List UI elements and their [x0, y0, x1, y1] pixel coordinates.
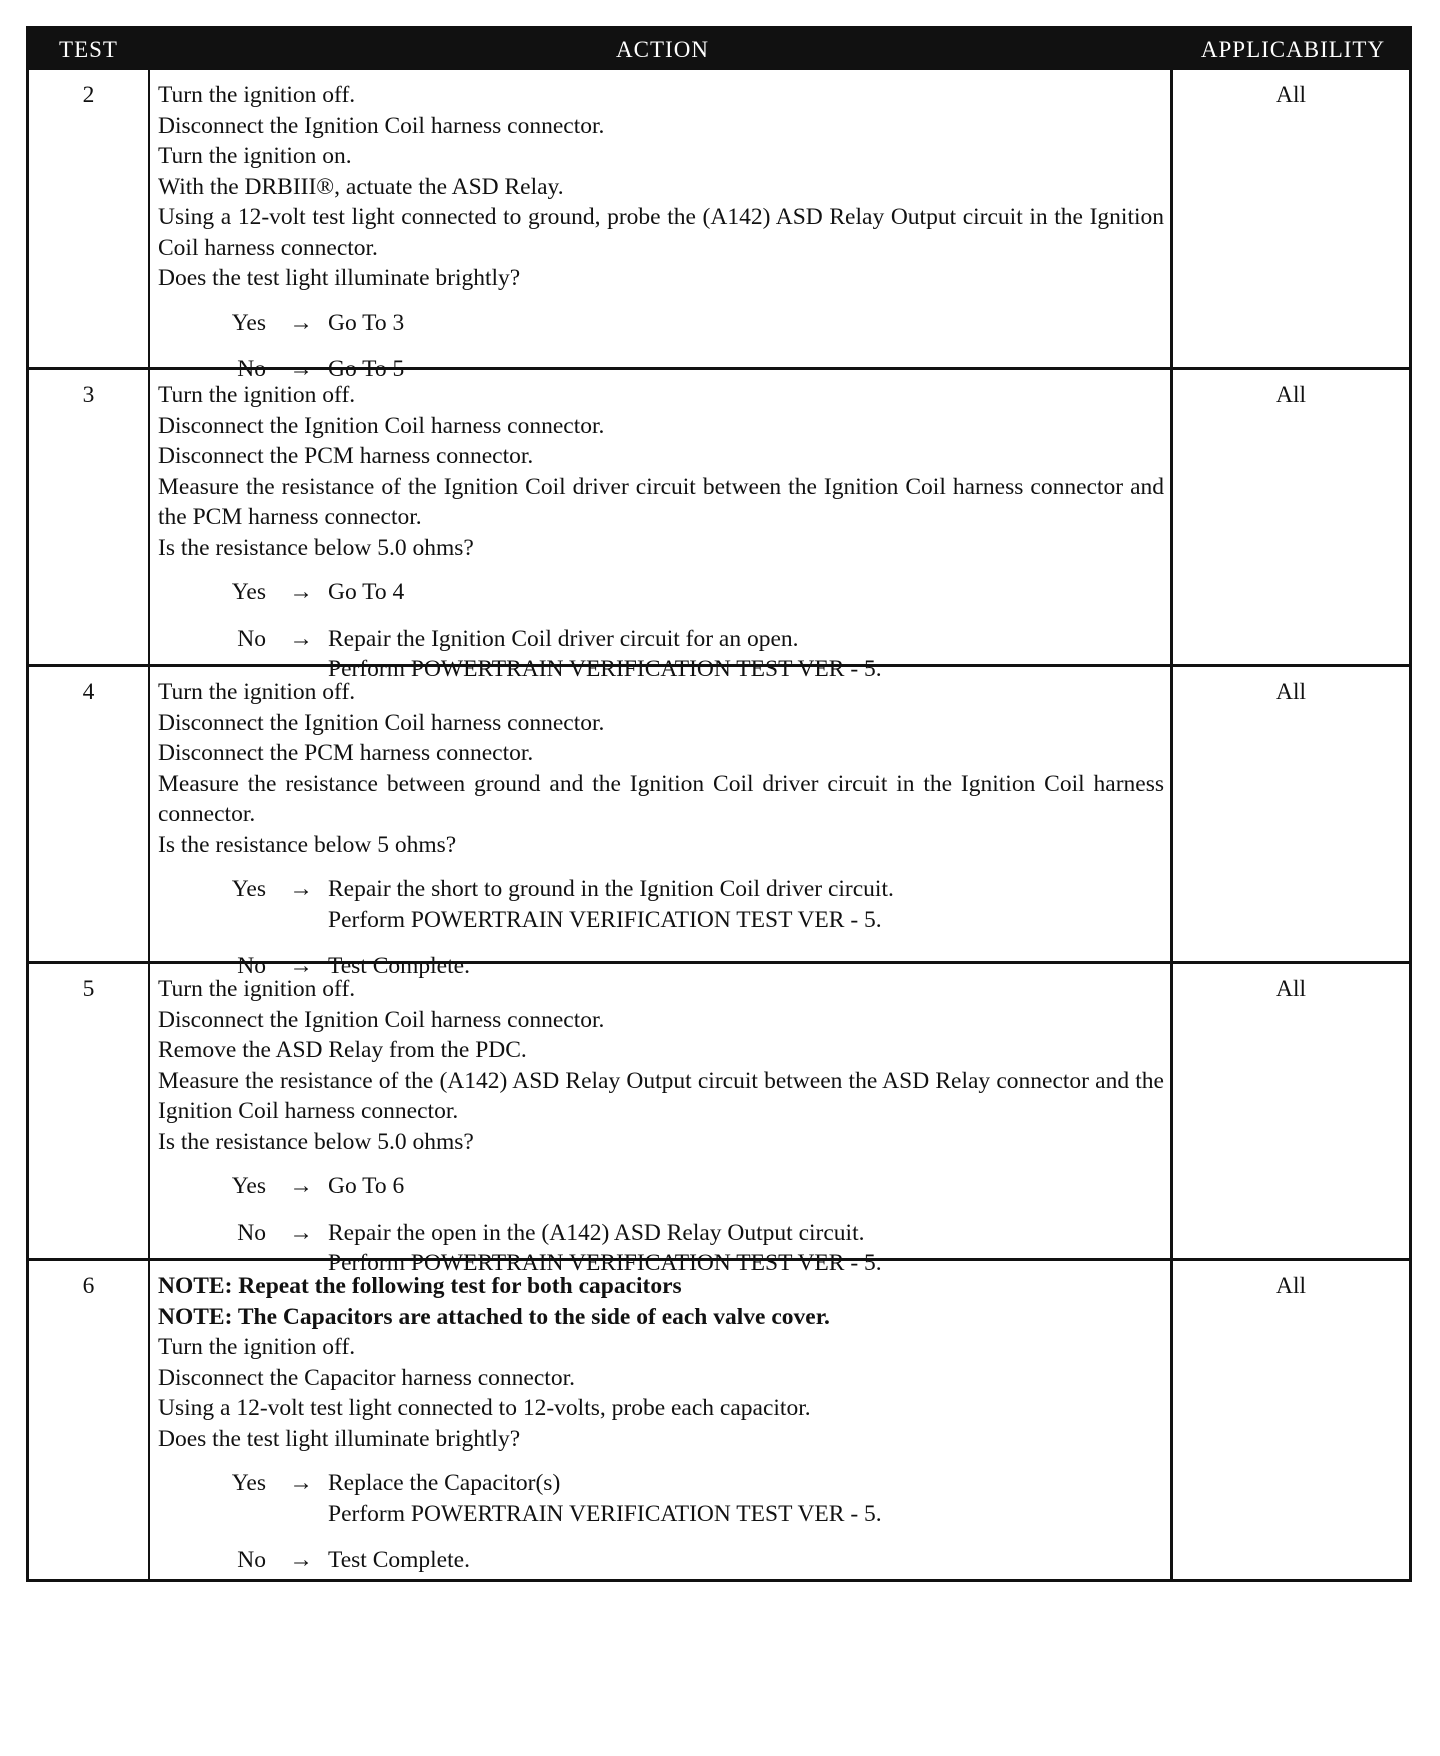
arrow-right-icon: → — [289, 953, 313, 979]
step-line: Turn the ignition off. — [158, 679, 356, 705]
step-line: Turn the ignition off. — [158, 382, 356, 408]
table-row — [29, 961, 1409, 1276]
answer-text — [326, 308, 404, 339]
step-line: Remove the ASD Relay from the PDC. — [158, 1037, 527, 1063]
step-line: Disconnect the Ignition Coil harness connector. — [158, 112, 605, 139]
applicability-cell: All — [1275, 976, 1307, 1002]
answer-label: Yes — [231, 1470, 266, 1496]
step-line: Disconnect the Ignition Coil harness connector. — [158, 1006, 605, 1033]
step-line: With the DRBIII®, actuate the ASD Relay. — [158, 173, 564, 200]
answer-label: Yes — [231, 876, 266, 902]
answer-label: No — [237, 625, 266, 652]
step-line: Disconnect the Ignition Coil harness connector. — [158, 709, 605, 736]
answer-text — [326, 1468, 882, 1529]
arrow-right-icon: → — [289, 309, 313, 336]
arrow-right-icon: → — [289, 1547, 313, 1573]
step-line: Measure the resistance between ground and the Ignition Coil driver circuit in the Ignition Coil harness connector. — [158, 770, 1164, 827]
answer-text — [326, 874, 894, 935]
action-cell — [148, 667, 1173, 979]
answer-text-line: Test Complete. — [328, 1547, 470, 1573]
table-header — [29, 29, 1409, 70]
test-number: 3 — [82, 382, 95, 408]
applicability-cell: All — [1275, 1273, 1307, 1299]
answer-text-line: Go To 5 — [328, 356, 405, 382]
arrow-right-icon: → — [289, 876, 313, 902]
answer-no — [158, 1545, 1164, 1576]
test-number: 6 — [82, 1273, 95, 1299]
action-cell — [148, 370, 1173, 682]
answer-label: No — [237, 953, 266, 979]
arrow-right-icon: → — [289, 1219, 313, 1246]
step-line: Is the resistance below 5.0 ohms? — [158, 534, 474, 561]
note-line: NOTE: Repeat the following test for both capacitors — [158, 1273, 682, 1299]
step-line: Measure the resistance of the (A142) ASD Relay Output circuit between the ASD Relay connector and the Ignition Coil harness connector. — [158, 1067, 1164, 1124]
answer-text-line: Repair the Ignition Coil driver circuit for an open. — [328, 625, 799, 652]
step-line: Measure the resistance of the Ignition Coil driver circuit between the Ignition Coil harness connector and the PCM harness connector. — [158, 473, 1164, 530]
test-number: 2 — [82, 82, 95, 108]
answer-text-line: Go To 3 — [328, 309, 405, 336]
answer-yes — [158, 1468, 1164, 1529]
answer-yes — [158, 308, 1164, 339]
arrow-right-icon: → — [289, 1470, 313, 1496]
answer-text — [326, 1171, 404, 1202]
answer-yes — [158, 577, 1164, 608]
step-line: Disconnect the Ignition Coil harness connector. — [158, 412, 605, 439]
answer-text — [326, 577, 404, 608]
arrow-right-icon: → — [289, 579, 313, 605]
step-line: Does the test light illuminate brightly? — [158, 265, 521, 291]
step-line: Is the resistance below 5.0 ohms? — [158, 1128, 474, 1155]
header-test: TEST — [59, 36, 118, 62]
header-action: ACTION — [148, 29, 1177, 70]
table-row — [29, 367, 1409, 682]
action-cell — [148, 1261, 1173, 1579]
answer-yes — [158, 874, 1164, 935]
step-line: Disconnect the PCM harness connector. — [158, 740, 534, 766]
note-line: NOTE: The Capacitors are attached to the side of each valve cover. — [158, 1303, 830, 1330]
answer-text-line: Repair the short to ground in the Ignition Coil driver circuit. — [328, 876, 894, 902]
answer-text-line: Perform POWERTRAIN VERIFICATION TEST VER - 5. — [328, 906, 882, 933]
step-line: Using a 12-volt test light connected to 12-volts, probe each capacitor. — [158, 1395, 811, 1421]
answer-label: No — [237, 1547, 266, 1573]
step-line: Using a 12-volt test light connected to ground, probe the (A142) ASD Relay Output circuit in the Ignition Coil harness connector. — [158, 204, 1164, 261]
step-line: Turn the ignition off. — [158, 976, 356, 1002]
answer-text-line: Go To 4 — [328, 579, 405, 605]
arrow-right-icon: → — [289, 625, 313, 652]
step-line: Disconnect the PCM harness connector. — [158, 443, 534, 469]
applicability-cell: All — [1275, 382, 1307, 408]
answer-text-line: Perform POWERTRAIN VERIFICATION TEST VER - 5. — [328, 1500, 882, 1527]
answer-text-line: Test Complete. — [328, 953, 470, 979]
step-line: Turn the ignition on. — [158, 143, 352, 169]
answer-text-line: Perform POWERTRAIN VERIFICATION TEST VER - 5. — [328, 1250, 882, 1276]
step-line: Turn the ignition off. — [158, 82, 356, 108]
step-line: Does the test light illuminate brightly? — [158, 1425, 521, 1452]
answer-label: No — [237, 356, 266, 382]
applicability-cell: All — [1275, 82, 1307, 108]
step-line: Turn the ignition off. — [158, 1334, 356, 1360]
answer-label: Yes — [231, 579, 266, 605]
step-line: Is the resistance below 5 ohms? — [158, 831, 457, 858]
answer-label: Yes — [231, 1173, 266, 1199]
answers — [158, 1468, 1164, 1576]
table-row — [29, 664, 1409, 979]
test-number: 5 — [82, 976, 95, 1002]
answer-text-line: Repair the open in the (A142) ASD Relay Output circuit. — [328, 1219, 865, 1246]
arrow-right-icon: → — [289, 1173, 313, 1199]
table-row — [29, 1258, 1409, 1579]
table-row — [29, 70, 1409, 382]
answer-text-line: Replace the Capacitor(s) — [328, 1470, 561, 1496]
answer-label: No — [237, 1219, 266, 1246]
action-cell — [148, 964, 1173, 1276]
test-number: 4 — [82, 679, 95, 705]
step-line: Disconnect the Capacitor harness connector. — [158, 1364, 575, 1391]
answer-label: Yes — [231, 309, 266, 336]
applicability-cell: All — [1275, 679, 1307, 705]
diagnostic-test-table — [26, 26, 1412, 1582]
answer-yes — [158, 1171, 1164, 1202]
answer-text-line: Perform POWERTRAIN VERIFICATION TEST VER - 5. — [328, 656, 882, 682]
answer-text — [326, 1545, 470, 1576]
table-body — [29, 70, 1409, 1579]
answer-text-line: Go To 6 — [328, 1173, 405, 1199]
action-cell — [148, 70, 1173, 382]
header-applicability: APPLICABILITY — [1200, 36, 1386, 62]
arrow-right-icon: → — [289, 356, 313, 382]
